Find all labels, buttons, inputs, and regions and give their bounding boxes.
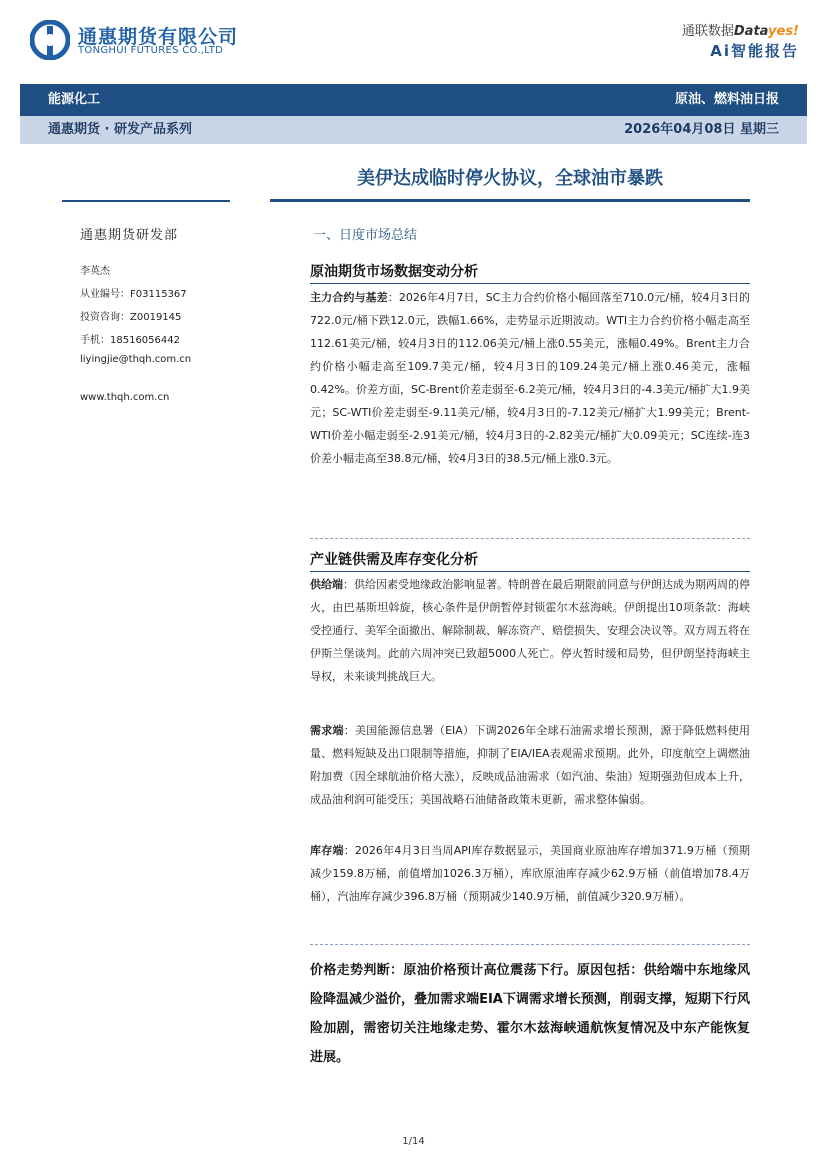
price-judgement: 价格走势判断：原油价格预计高位震荡下行。原因包括：供给端中东地缘风险降温减少溢价，叠加需求端EIA下调需求增长预测，削弱支撑，短期下行风险加剧，需密切关注地缘走势、霍尔木兹海峡通航恢复情况及中东产能恢复进展。: [310, 963, 750, 1065]
banner-series: 通惠期货 · 研发产品系列: [48, 122, 192, 137]
banner-category: 能源化工: [48, 92, 101, 107]
analyst-name: 李英杰: [80, 266, 110, 277]
futures-paragraph: 主力合约与基差：2026年4月7日，SC主力合约价格小幅回落至710.0元/桶，较4月3日的722.0元/桶下跌12.0元，跌幅1.66%，走势显示近期波动。WTI主力合约价格小幅走高至112.61美元/桶，较4月3日的112.06美元/桶上涨0.55美元，涨幅0.49%。Brent主力合约价格小幅走高至109.7美元/桶，较4月3日的109.24美元/桶上涨0.46美元，涨幅0.42%。价差方面，SC-Brent价差走弱至-6.2美元/桶，较4月3日的-4.3美元/桶扩大1.9美元；SC-WTI价差走弱至-9.11美元/桶，较4月3日的-7.12美元/桶扩大1.99美元；Brent-WTI价差小幅走弱至-2.91美元/桶，较4月3日的-2.82美元/桶扩大0.09美元；SC连续-连3价差小幅走高至38.8元/桶，较4月3日的38.5元/桶上涨0.3元。: [310, 291, 751, 465]
report-title: 美伊达成临时停火协议，全球油市暴跌: [357, 168, 663, 189]
title-divider: [270, 199, 750, 202]
section-title: 一、日度市场总结: [313, 228, 418, 243]
brand-datayes: 通联数据Datayes!: [681, 24, 799, 39]
company-logo-icon: [30, 20, 70, 60]
judgement-divider: [310, 944, 750, 945]
section-divider: [310, 538, 750, 539]
futures-subtitle-rule: [310, 283, 750, 284]
supply-paragraph: 供给端：供给因素受地缘政治影响显著。特朗普在最后期限前同意与伊朗达成为期两周的停火，由巴基斯坦斡旋，核心条件是伊朗暂停封锁霍尔木兹海峡。伊朗提出10项条款：海峡受控通行、美军全面撤出、解除制裁、解冻资产、赔偿损失、安理会决议等。双方周五将在伊斯兰堡谈判。此前六周冲突已致超5000人死亡。停火暂时缓和局势，但伊朗坚持海峡主导权，未来谈判挑战巨大。: [310, 578, 750, 683]
company-name-cn: 通惠期货有限公司: [78, 26, 239, 48]
banner-report-name: 原油、燃料油日报: [674, 92, 779, 107]
stock-paragraph: 库存端：2026年4月3日当周API库存数据显示，美国商业原油库存增加371.9万桶（预期减少159.8万桶，前值增加1026.3万桶），库欣原油库存减少62.9万桶（前值增加78.4万桶），汽油库存减少396.8万桶（预期减少140.9万桶，前值减少320.9万桶）。: [310, 844, 750, 903]
page-number: 1/14: [402, 1136, 425, 1147]
email-link[interactable]: liyingjie@thqh.com.cn: [80, 354, 192, 365]
advisor-number: 投资咨询：Z0019145: [80, 312, 182, 323]
sidebar-divider: [62, 200, 230, 202]
futures-subtitle: 原油期货市场数据变动分析: [310, 264, 478, 280]
website-link[interactable]: www.thqh.com.cn: [80, 392, 170, 403]
cert-number: 从业编号：F03115367: [80, 289, 187, 300]
department-name: 通惠期货研发部: [80, 228, 179, 243]
chain-subtitle-rule: [310, 571, 750, 572]
demand-paragraph: 需求端：美国能源信息署（EIA）下调2026年全球石油需求增长预测，源于降低燃料使用量、燃料短缺及出口限制等措施，抑制了EIA/IEA表观需求预期。此外，印度航空上调燃油附加费（因全球航油价格大涨），反映成品油需求（如汽油、柴油）短期强劲但成本上升，成品油利润可能受压；美国战略石油储备政策未更新，需求整体偏弱。: [310, 724, 750, 806]
chain-subtitle: 产业链供需及库存变化分析: [310, 552, 478, 568]
company-name-en: TONGHUI FUTURES CO.,LTD: [78, 45, 224, 56]
brand-ai-report: Ai智能报告: [710, 42, 799, 60]
banner-date: 2026年04月08日 星期三: [624, 122, 779, 137]
phone-number: 手机：18516056442: [80, 335, 180, 346]
